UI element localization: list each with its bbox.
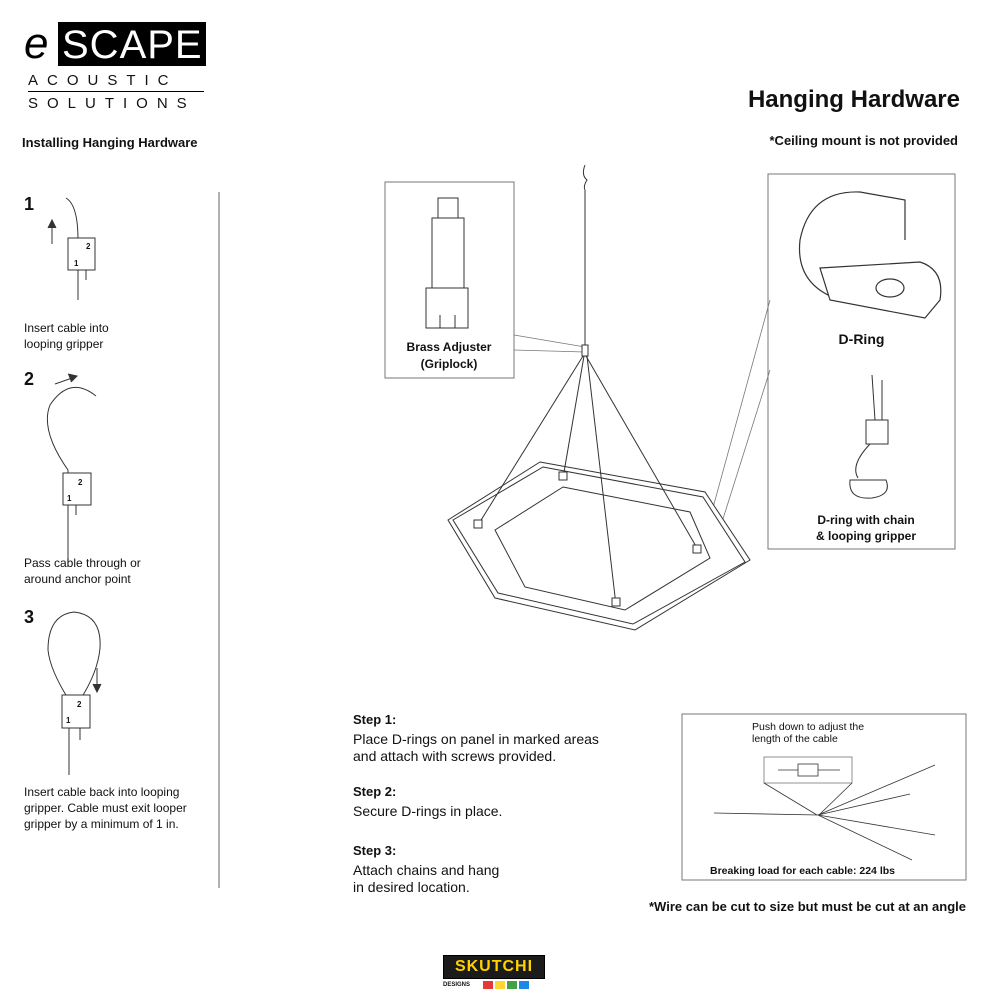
- cable-drawing: [714, 757, 935, 860]
- ceiling-note: *Ceiling mount is not provided: [769, 133, 958, 148]
- brass-adjuster-label: [386, 339, 512, 373]
- step-2-text: Pass cable through or around anchor point: [24, 556, 141, 586]
- right-step-2: [353, 784, 653, 820]
- breaking-load-note: Breaking load for each cable: 224 lbs: [710, 865, 895, 877]
- brass-adjuster-drawing: [426, 198, 468, 328]
- step-2-number: 2: [24, 369, 35, 389]
- step3-mark-2: 2: [77, 700, 82, 709]
- step2-mark-2: 2: [78, 478, 83, 487]
- step-1-text: Insert cable into looping gripper: [24, 321, 109, 351]
- step-1-number: 1: [24, 194, 35, 214]
- footer-brand: SKUTCHI: [443, 955, 545, 979]
- right-step-1-title: Step 1:: [353, 712, 397, 727]
- section-title: Installing Hanging Hardware: [22, 135, 198, 150]
- footer-strip: [443, 980, 545, 990]
- footer-logo: [443, 955, 545, 989]
- step2-gripper-illustration: [47, 374, 96, 560]
- footer-sub: DESIGNS: [443, 982, 471, 988]
- color-swatch: [495, 981, 505, 989]
- right-step-1-line2: and attach with screws provided.: [353, 748, 557, 764]
- hanging-panel-illustration: [448, 165, 750, 630]
- d-ring-chain-line1: D-ring with chain: [817, 513, 915, 527]
- brass-adjuster-line1: Brass Adjuster: [406, 340, 492, 354]
- d-ring-chain-drawing: [850, 375, 888, 498]
- d-ring-chain-line2: & looping gripper: [816, 529, 916, 543]
- logo-line2: SOLUTIONS: [28, 95, 196, 112]
- d-ring-label: D-Ring: [838, 331, 885, 347]
- step2-mark-1: 1: [67, 494, 72, 503]
- page-title: Hanging Hardware: [747, 86, 960, 113]
- color-swatch: [519, 981, 529, 989]
- right-step-3-title: Step 3:: [353, 843, 397, 858]
- cable-push-line2: length of the cable: [752, 733, 838, 745]
- color-swatch: [507, 981, 517, 989]
- right-step-3-line2: in desired location.: [353, 879, 470, 895]
- d-ring-chain-label: [768, 512, 964, 544]
- right-step-2-line1: Secure D-rings in place.: [353, 803, 503, 819]
- step1-mark-1: 1: [74, 259, 79, 268]
- right-step-3-line1: Attach chains and hang: [353, 862, 500, 878]
- right-step-1: [353, 712, 653, 765]
- d-ring-drawing: [800, 192, 941, 318]
- logo-scape: SCAPE: [62, 23, 203, 67]
- cable-push-note: [752, 721, 864, 745]
- step-3-number: 3: [24, 607, 35, 627]
- right-step-2-title: Step 2:: [353, 784, 397, 799]
- step1-mark-2: 2: [86, 242, 91, 251]
- right-step-1-line1: Place D-rings on panel in marked areas: [353, 731, 599, 747]
- wire-note: *Wire can be cut to size but must be cut at an angle: [649, 899, 966, 914]
- logo-line1: ACOUSTIC: [28, 72, 178, 89]
- color-swatch: [483, 981, 493, 989]
- step3-gripper-illustration: [48, 612, 101, 775]
- cable-push-line1: Push down to adjust the: [752, 721, 865, 733]
- right-step-3: [353, 843, 653, 896]
- logo-e: e: [24, 19, 49, 68]
- brass-adjuster-line2: (Griplock): [420, 357, 478, 371]
- step3-mark-1: 1: [66, 716, 71, 725]
- step-3-text: Insert cable back into looping gripper. Cable must exit looper gripper by a minimum of 1 in.: [24, 785, 187, 831]
